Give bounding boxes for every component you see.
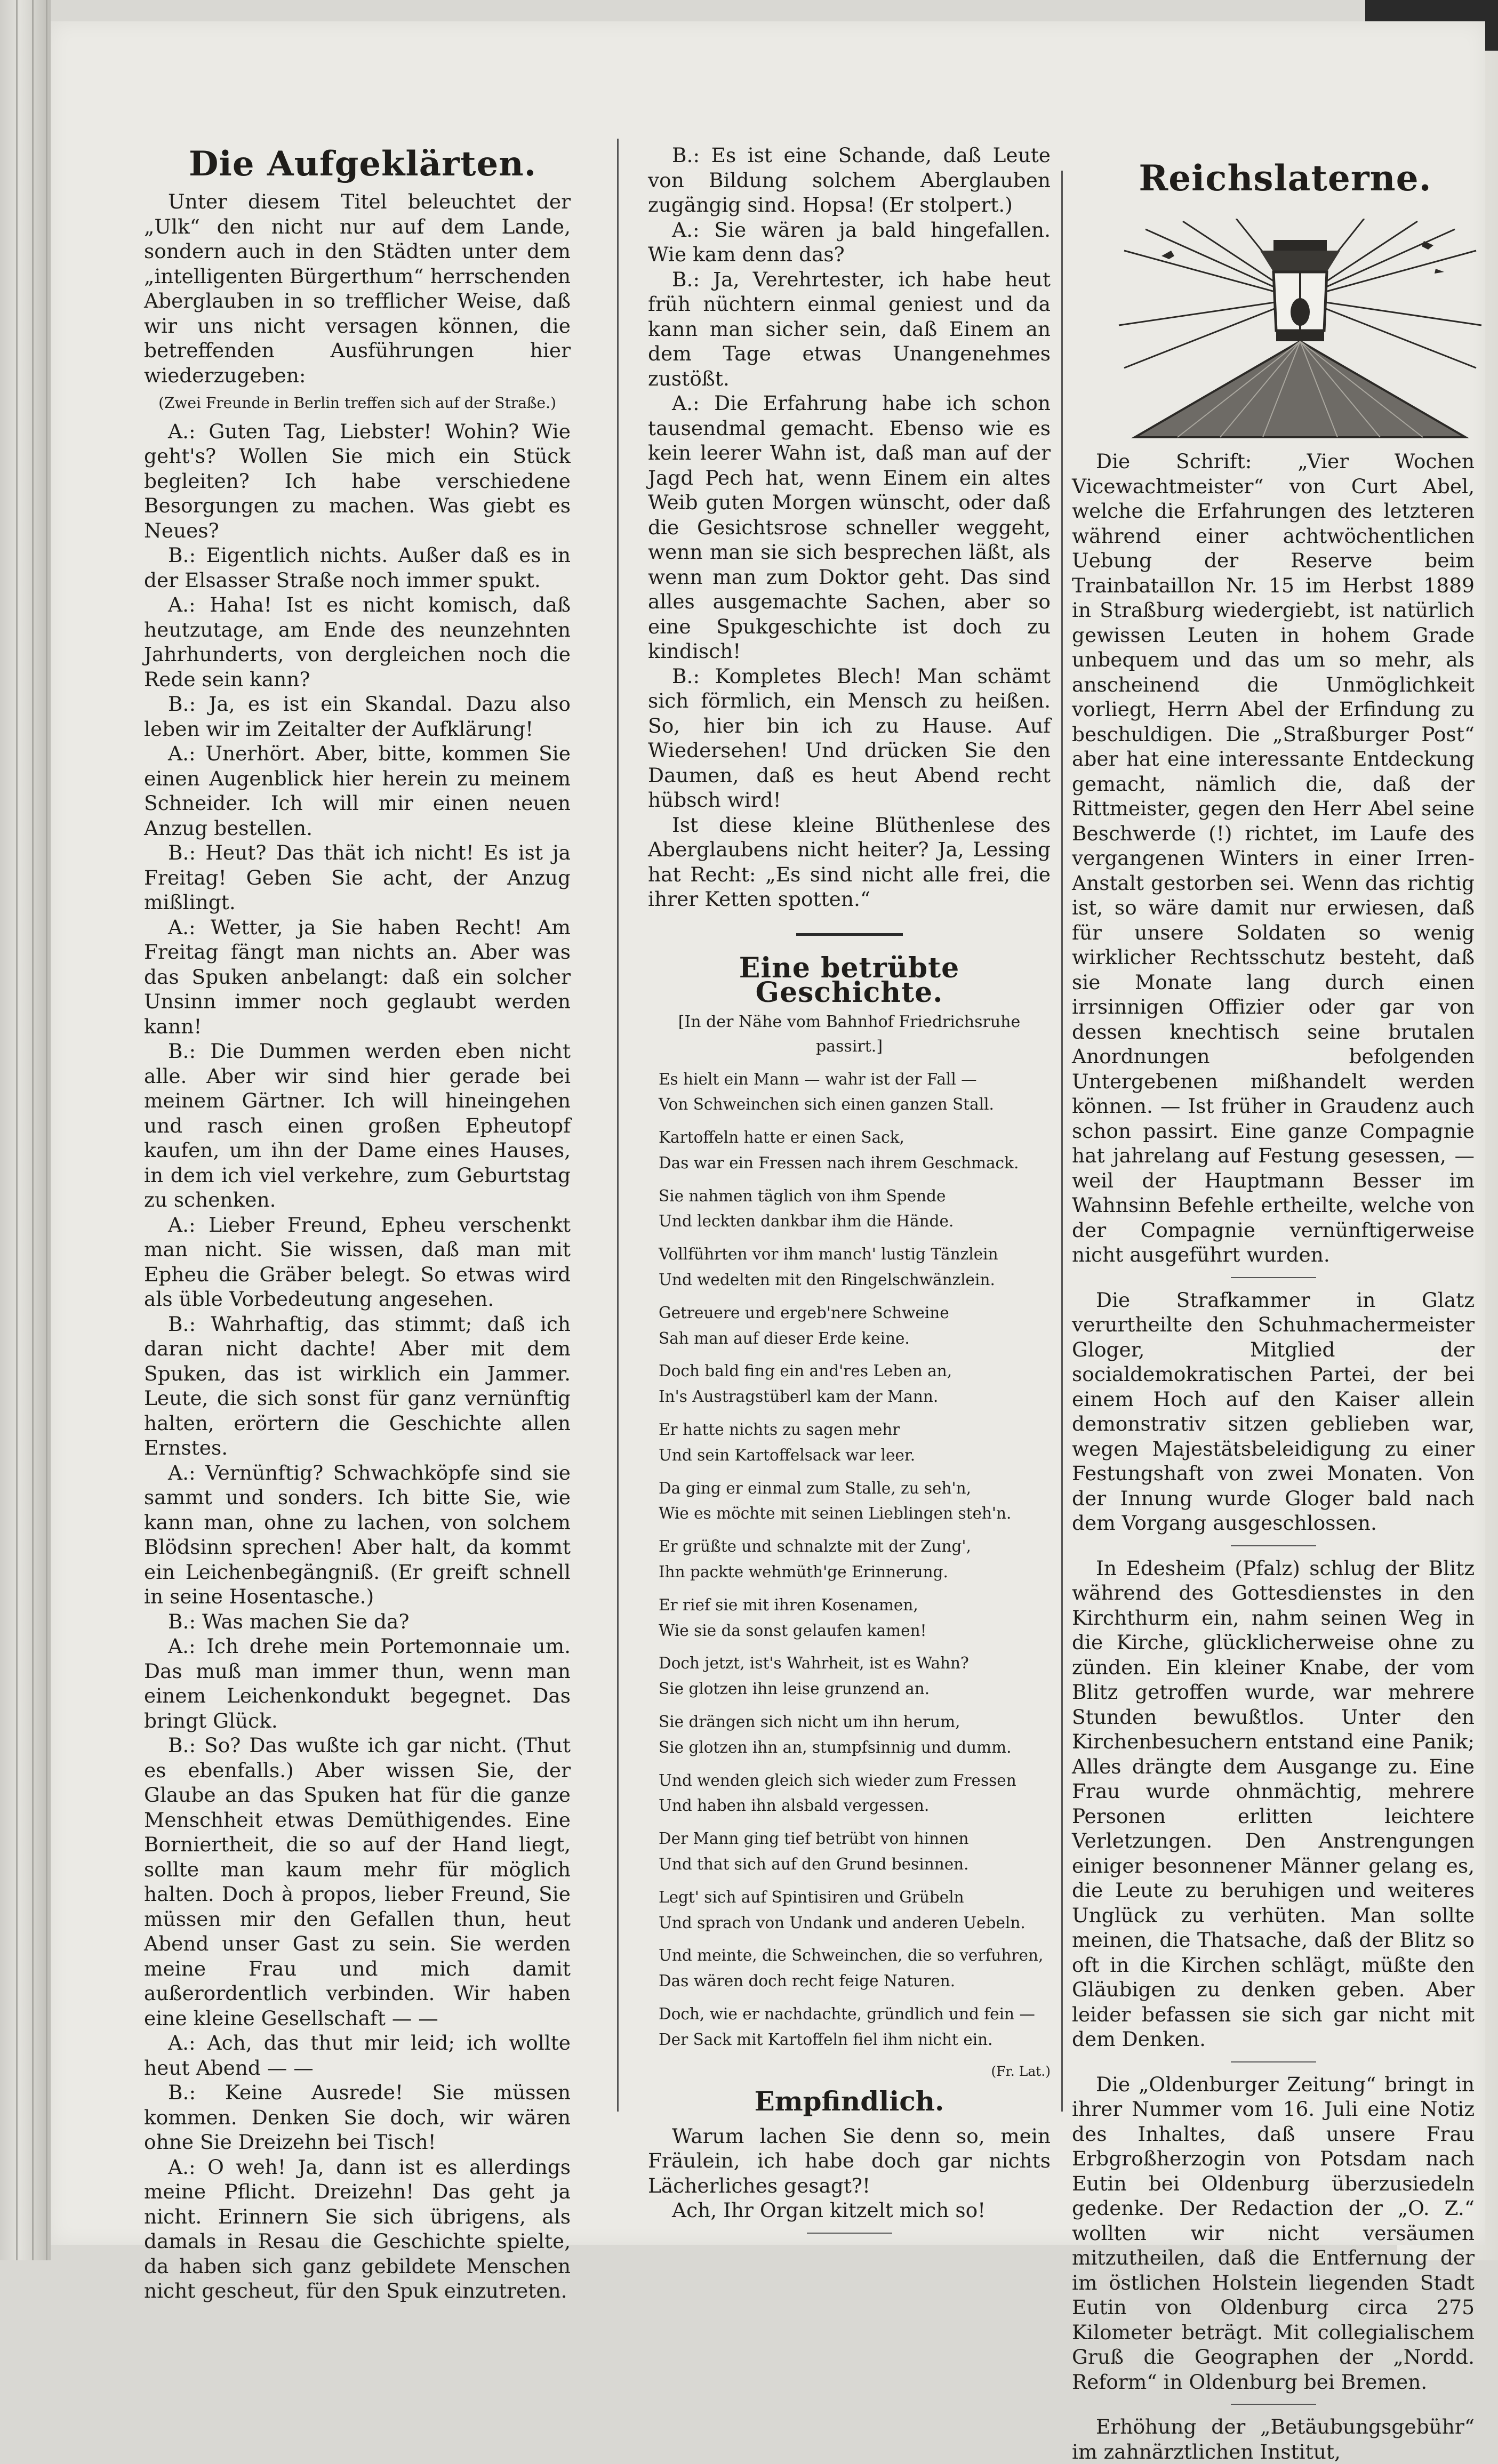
poem-line: Er rief sie mit ihren Kosenamen, [659, 1595, 918, 1614]
poem-line: Von Schweinchen sich einen ganzen Stall. [659, 1095, 994, 1114]
paragraph: Die Strafkammer in Glatz verurtheilte den Schuhmachermeister Gloger, Mitglied der socialdemokratischen Partei, der bei einem Hoch auf den Kaiser allein demonstrativ sitzen geblieben war, wegen Majestätsbeleidigung zu einer Festungshaft von zwei Monaten. Von der Innung wurde Gloger bald nach dem Vorgang ausgeschlossen. [1072, 1288, 1475, 1535]
paragraph: Erhöhung der „Betäubungsgebühr“ im zahnärztlichen Institut, [1072, 2415, 1475, 2463]
poem-line: Und meinte, die Schweinchen, die so verfuhren, [659, 1946, 1044, 1965]
poem-stanza [659, 1417, 1051, 1468]
paragraph: B.: Was machen Sie da? [168, 1609, 410, 1633]
section-title-reichslaterne: Reichslaterne. [1139, 157, 1432, 199]
spine-edge [32, 0, 34, 2260]
poem-stanza [659, 1301, 1051, 1352]
paragraph: A.: Lieber Freund, Epheu verschenkt man nicht. Sie wissen, daß man mit Epheu die Gräber belegt. So etwas wird als üble Vorbedeutung angesehen. [144, 1213, 571, 1311]
paragraph: B.: Heut? Das thät ich nicht! Es ist ja Freitag! Geben Sie acht, der Anzug mißlingt. [144, 841, 571, 914]
poem-line: Legt' sich auf Spintisiren und Grübeln [659, 1888, 964, 1906]
poem-line: Und wenden gleich sich wieder zum Fressen [659, 1771, 1016, 1789]
paragraph: A.: Vernünftig? Schwachköpfe sind sie sammt und sonders. Ich bitte Sie, wie kann man, ohne zu lachen, von solchem Blödsinn sprechen! Aber halt, da kommt ein Leichenbegängniß. (Er greift schnell in seine Hosentasche.) [144, 1460, 571, 1608]
paragraph: B.: Keine Ausrede! Sie müssen kommen. Denken Sie doch, wir wären ohne Sie Dreizehn bei Tisch! [144, 2081, 571, 2154]
poem [648, 1067, 1051, 2053]
poem-line: Und wedelten mit den Ringelschwänzlein. [659, 1271, 995, 1289]
paragraph: A.: Ach, das thut mir leid; ich wollte heut Abend — — [144, 2031, 571, 2080]
paragraph: Unter diesem Titel beleuchtet der „Ulk“ den nicht nur auf dem Lande, sondern auch in den Städten unter dem „intelligenten Bürgerthum“ herrschenden Aberglauben in so trefflicher Weise, daß wir uns nicht versagen können, die betreffenden Ausführungen hier wiederzugeben: [144, 190, 571, 387]
poem-stanza [659, 1184, 1051, 1235]
book-spine [0, 0, 51, 2260]
paragraph: A.: Wetter, ja Sie haben Recht! Am Freitag fängt man nichts an. Aber was das Spuken anbelangt: daß ein solcher Unsinn immer noch geglaubt werden kann! [144, 915, 571, 1038]
poem-line: Kartoffeln hatte er einen Sack, [659, 1128, 904, 1147]
poem-intro: [In der Nähe vom Bahnhof Friedrichsruhe passirt.] [678, 1012, 1021, 1056]
column-1 [144, 189, 571, 2304]
poem-line: Sie nahmen täglich von ihm Spende [659, 1186, 946, 1205]
poem-line: Vollführten vor ihm manch' lustig Tänzlein [659, 1245, 998, 1264]
column-2 [648, 143, 1051, 2243]
paragraph: B.: Wahrhaftig, das stimmt; daß ich daran nicht dachte! Aber mit dem Spuken, das ist wirklich ein Jammer. Leute, die sich sonst für ganz vernünftig halten, erörtern die Geschichte allen Ernstes. [144, 1312, 571, 1459]
paragraph: A.: Haha! Ist es nicht komisch, daß heutzutage, am Ende des neunzehnten Jahrhunderts, von dergleichen noch die Rede sein kann? [144, 593, 571, 691]
poem-stanza [659, 1125, 1051, 1176]
poem-stanza [659, 1534, 1051, 1585]
poem-line: Er grüßte und schnalzte mit der Zung', [659, 1537, 971, 1556]
paragraph: B.: Kompletes Blech! Man schämt sich förmlich, ein Mensch zu heißen. So, hier bin ich zu Hause. Auf Wiedersehen! Und drücken Sie den Daumen, daß es heut Abend recht hübsch wird! [648, 664, 1051, 812]
paragraph: Warum lachen Sie denn so, mein Fräulein, ich habe doch gar nichts Lächerliches gesagt?! [648, 2124, 1051, 2197]
poem-line: Doch bald fing ein and'res Leben an, [659, 1362, 952, 1381]
poem-line: Und sprach von Undank und anderen Uebeln. [659, 1913, 1026, 1932]
poem-stanza [659, 1709, 1051, 1761]
poem-line: Der Mann ging tief betrübt von hinnen [659, 1829, 969, 1848]
poem-line: Sie glotzen ihn leise grunzend an. [659, 1680, 930, 1698]
poem-line: Und leckten dankbar ihm die Hände. [659, 1212, 954, 1231]
section-rule [1231, 2061, 1316, 2062]
poem-line: Und sein Kartoffelsack war leer. [659, 1446, 916, 1464]
paragraph: A.: Die Erfahrung habe ich schon tausendmal gemacht. Ebenso wie es kein leerer Wahn ist, daß man auf der Jagd Pech hat, wenn Einem ein altes Weib guten Morgen wünscht, oder daß die Gesichtsrose schneller weggeht, wenn man sie sich besprechen läßt, als wenn man zum Doktor geht. Das sind alles ausgemachte Sachen, aber so eine Spukgeschichte ist doch zu kindisch! [648, 391, 1051, 663]
section-rule [796, 933, 903, 936]
article-title-aufgeklaerten: Die Aufgeklärten. [189, 144, 536, 184]
poem-line: Er hatte nichts zu sagen mehr [659, 1420, 900, 1439]
paragraph: Die „Oldenburger Zeitung“ bringt in ihrer Nummer vom 16. Juli eine Notiz des Inhaltes, daß unsere Frau Erbgroßherzogin von Potsdam nach Eutin bei Oldenburg überzusiedeln gedenke. Der Redaction der „O. Z.“ wollten wir nicht versäumen mitzutheilen, daß die Entfernung der im östlichen Holstein liegenden Stadt Eutin von Oldenburg circa 275 Kilometer beträgt. Mit collegialischem Gruß die Geographen der „Nordd. Reform“ in Oldenburg bei Bremen. [1072, 2072, 1475, 2394]
paragraph: Ach, Ihr Organ kitzelt mich so! [672, 2198, 986, 2222]
paragraph: B.: Es ist eine Schande, daß Leute von Bildung solchem Aberglauben zugängig sind. Hopsa! (Er stolpert.) [648, 143, 1051, 216]
poem-line: Doch jetzt, ist's Wahrheit, ist es Wahn? [659, 1654, 969, 1673]
poem-line: Sie glotzen ihn an, stumpfsinnig und dumm. [659, 1738, 1012, 1756]
section-rule [1231, 2404, 1316, 2405]
poem-title: Eine betrübte Geschichte. [739, 951, 960, 1009]
paragraph: B.: So? Das wußte ich gar nicht. (Thut es ebenfalls.) Aber wissen Sie, der Glaube an das Spuken hat für die ganze Menschheit etwas Demüthigendes. Eine Borniertheit, die so auf der Hand liegt, sollte man kaum mehr für möglich halten. Doch à propos, lieber Freund, Sie müssen mir den Gefallen thun, heut Abend unser Gast zu sein. Sie werden meine Frau und mich damit außerordentlich verbinden. Wir haben eine kleine Gesellschaft — — [144, 1733, 571, 2030]
column-3 [1072, 449, 1475, 2464]
poem-line: Und haben ihn alsbald vergessen. [659, 1796, 930, 1815]
stage-direction: (Zwei Freunde in Berlin treffen sich auf der Straße.) [158, 394, 556, 412]
poem-stanza [659, 1359, 1051, 1410]
poem-line: Ihn packte wehmüth'ge Erinnerung. [659, 1563, 948, 1582]
section-rule [1231, 1277, 1316, 1278]
paragraph: A.: Unerhört. Aber, bitte, kommen Sie einen Augenblick hier herein zu meinem Schneider. Ich will mir einen neuen Anzug bestellen. [144, 742, 571, 840]
poem-line: Da ging er einmal zum Stalle, zu seh'n, [659, 1479, 972, 1497]
paragraph: B.: Die Dummen werden eben nicht alle. Aber wir sind hier gerade bei meinem Gärtner. Ich will hineingehen und rasch einen großen Epheutopf kaufen, um ihn der Dame eines Hauses, in dem ich viel verkehre, zum Geburtstag zu schenken. [144, 1039, 571, 1211]
poem-line: Sah man auf dieser Erde keine. [659, 1329, 910, 1347]
poem-stanza [659, 1593, 1051, 1644]
poem-line: Und that sich auf den Grund besinnen. [659, 1855, 969, 1874]
poem-line: Getreuere und ergeb'nere Schweine [659, 1303, 949, 1322]
poem-line: Doch, wie er nachdachte, gründlich und fein — [659, 2005, 1035, 2023]
poem-line: Der Sack mit Kartoffeln fiel ihm nicht ein. [659, 2030, 993, 2049]
spine-edge [16, 0, 18, 2260]
paragraph: A.: O weh! Ja, dann ist es allerdings meine Pflicht. Dreizehn! Das geht ja nicht. Erinnern Sie sich übrigens, als damals in Resau die Geschichte spielte, da haben sich ganz gebildete Menschen nicht gescheut, für den Spuk einzutreten. [144, 2155, 571, 2302]
poem-line: In's Austragstüberl kam der Mann. [659, 1387, 939, 1406]
paragraph: A.: Sie wären ja bald hingefallen. Wie kam denn das? [648, 218, 1051, 266]
spine-edge [46, 0, 47, 2260]
poem-line: Das war ein Fressen nach ihrem Geschmack. [659, 1153, 1019, 1172]
section-rule [807, 2233, 892, 2234]
poem-line: Wie es möchte mit seinen Lieblingen steh'n. [659, 1504, 1012, 1523]
poem-stanza [659, 1943, 1051, 1994]
paragraph: A.: Guten Tag, Liebster! Wohin? Wie geht's? Wollen Sie mich ein Stück begleiten? Ich habe verschiedene Besorgungen zu machen. Was giebt es Neues? [144, 419, 571, 542]
poem-line: Es hielt ein Mann — wahr ist der Fall — [659, 1070, 977, 1088]
poem-line: Das wären doch recht feige Naturen. [659, 1972, 956, 1991]
poem-credit: (Fr. Lat.) [991, 2063, 1051, 2079]
poem-line: Sie drängen sich nicht um ihn herum, [659, 1713, 960, 1731]
paragraph: B.: Eigentlich nichts. Außer daß es in der Elsasser Straße noch immer spukt. [144, 543, 571, 592]
poem-stanza [659, 1242, 1051, 1293]
section-rule [1231, 1545, 1316, 1546]
paragraph: B.: Ja, es ist ein Skandal. Dazu also leben wir im Zeitalter der Aufklärung! [144, 692, 571, 741]
poem-stanza [659, 1768, 1051, 1819]
paragraph: Ist diese kleine Blüthenlese des Aberglaubens nicht heiter? Ja, Lessing hat Recht: „Es sind nicht alle frei, die ihrer Ketten spotten.“ [648, 813, 1051, 911]
poem-line: Wie sie da sonst gelaufen kamen! [659, 1621, 927, 1640]
poem-stanza [659, 1067, 1051, 1118]
poem-stanza [659, 2002, 1051, 2053]
lantern-emblem-icon [1114, 219, 1487, 448]
paragraph: Die Schrift: „Vier Wochen Vicewachtmeister“ von Curt Abel, welche die Erfahrungen des letzteren während einer achtwöchentlichen Uebung der Reserve beim Trainbataillon Nr. 15 im Herbst 1889 in Straßburg wiedergiebt, ist natürlich gewissen Leuten in hohem Grade unbequem und das um so mehr, als anscheinend die Unmöglichkeit vorliegt, Herrn Abel der Erfindung zu beschuldigen. Die „Straßburger Post“ aber hat eine interessante Entdeckung gemacht, nämlich die, daß der Rittmeister, gegen den Herr Abel seine Beschwerde (!) richtet, im Laufe des vergangenen Winters in einer Irren-Anstalt gestorben sei. Wenn das richtig ist, so wäre damit nur erwiesen, daß für unsere Soldaten so wenig wirklicher Rechtsschutz besteht, daß sie Monate lang durch einen irrsinnigen Offizier oder gar von dessen knechtisch seine brutalen Anordnungen befolgenden Untergebenen mißhandelt werden können. — Ist früher in Graudenz auch schon passirt. Eine ganze Compagnie hat jahrelang auf Festung gesessen, — weil der Hauptmann Besser im Wahnsinn Befehle ertheilte, welche von der Compagnie vernünftigerweise nicht ausgeführt wurden. [1072, 450, 1475, 1266]
paragraph: In Edesheim (Pfalz) schlug der Blitz während des Gottesdienstes in den Kirchthurm ein, nahm seinen Weg in die Kirche, glücklicherweise ohne zu zünden. Ein kleiner Knabe, der vom Blitz getroffen wurde, war mehrere Stunden bewußtlos. Unter den Kirchenbesuchern entstand eine Panik; Alles drängte dem Ausgange zu. Eine Frau wurde ohnmächtig, mehrere Personen erlitten leichtere Verletzungen. Den Anstrengungen einiger besonnener Männer gelang es, die Leute zu beruhigen und weiteres Unglück zu verhüten. Man sollte meinen, die Thatsache, daß der Blitz so oft in die Kirchen schlägt, müßte den Gläubigen zu denken geben. Aber leider befassen sie sich gar nicht mit dem Denken. [1072, 1556, 1475, 2051]
poem-stanza [659, 1826, 1051, 1877]
column-divider [1061, 171, 1063, 2112]
paragraph: B.: Ja, Verehrtester, ich habe heut früh nüchtern einmal geniest und da kann man sicher sein, daß Einem an dem Tage etwas Unangenehmes zustößt. [648, 267, 1051, 390]
article-title-empfindlich: Empfindlich. [754, 2085, 944, 2117]
column-divider [617, 139, 619, 2112]
poem-stanza [659, 1885, 1051, 1936]
poem-stanza [659, 1651, 1051, 1702]
paragraph: A.: Ich drehe mein Portemonnaie um. Das muß man immer thun, wenn man einem Leichenkondukt begegnet. Das bringt Glück. [144, 1634, 571, 1732]
poem-stanza [659, 1476, 1051, 1527]
